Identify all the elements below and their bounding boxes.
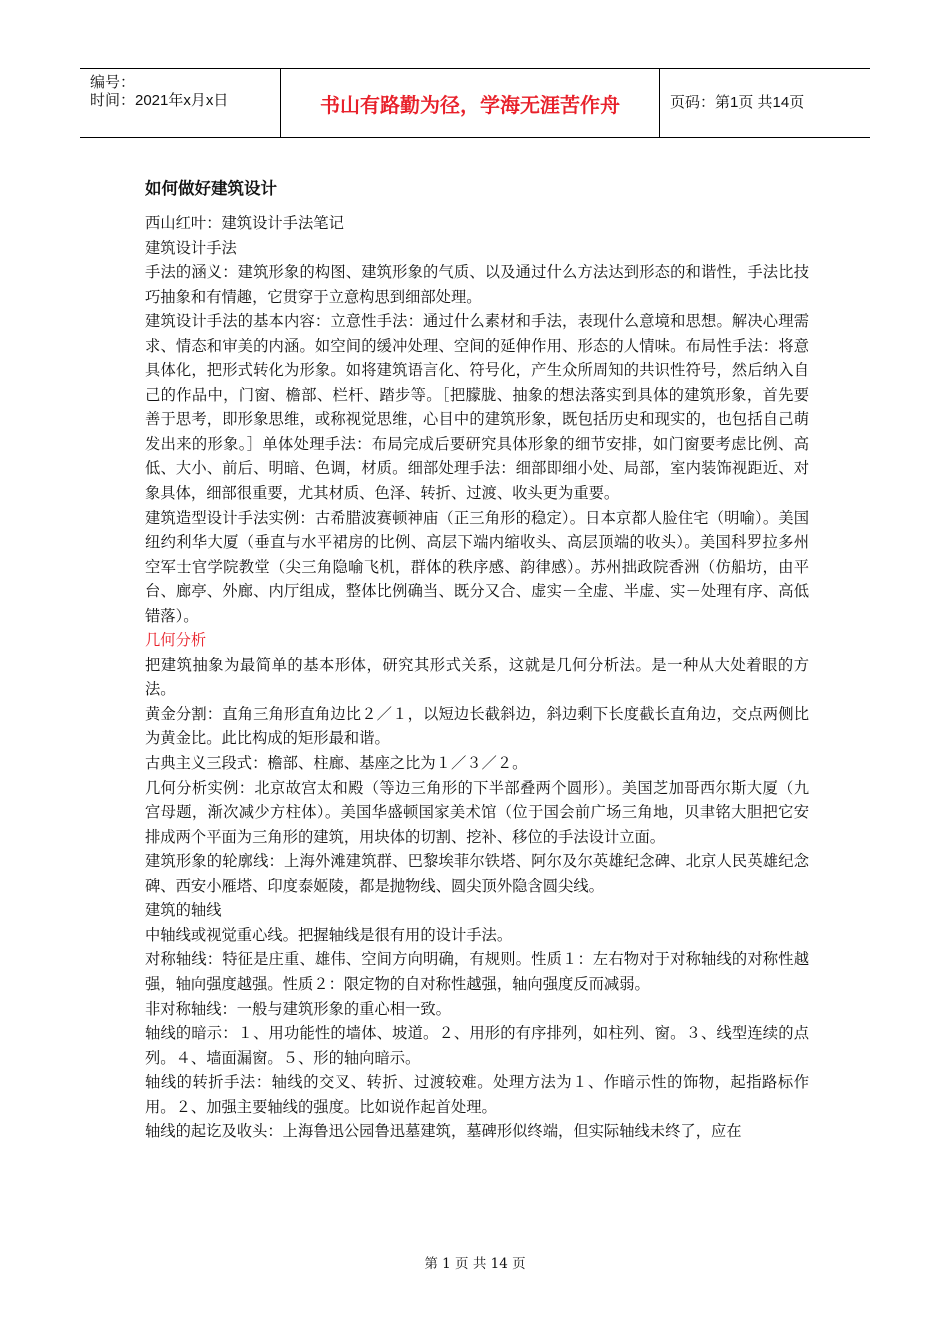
header-info-cell [80,69,281,137]
page-footer: 第 1 页 共 14 页 [424,1256,526,1272]
paragraph: 建筑形象的轮廓线：上海外滩建筑群、巴黎埃菲尔铁塔、阿尔及尔英雄纪念碑、北京人民英雄纪念碑、西安小雁塔、印度泰姬陵，都是抛物线、圆尖顶外隐含圆尖线。 [145,852,809,895]
paragraph: 对称轴线：特征是庄重、雄伟、空间方向明确，有规则。性质１：左右物对于对称轴线的对称性越强，轴向强度越强。性质２：限定物的自对称性越强，轴向强度反而减弱。 [145,950,809,993]
page-info-label: 页码：第1页 共14页 [670,94,805,111]
section-heading: 几何分析 [145,631,207,650]
header-motto-cell [281,69,660,137]
document-number-label: 编号： [90,74,136,91]
paragraph: 西山红叶：建筑设计手法笔记 [145,214,344,232]
paragraph: 建筑造型设计手法实例：古希腊波赛顿神庙（正三角形的稳定）。日本京都人脸住宅（明喻）。美国纽约利华大厦（垂直与水平裙房的比例、高层下端内缩收头、高层顶端的收头）。美国科罗拉多州空军士官学院教堂（尖三角隐喻飞机，群体的秩序感、韵律感）。苏州拙政院香洲（仿船坊，由平台、廊亭、外廊、内厅组成，整体比例确当、既分又合、虚实－全虚、半虚、实－处理有序、高低错落）。 [145,508,809,625]
header-motto: 书山有路勤为径，学海无涯苦作舟 [320,92,620,117]
paragraph: 建筑设计手法的基本内容：立意性手法：通过什么素材和手法，表现什么意境和思想。解决心理需求、情态和审美的内涵。如空间的缓冲处理、空间的延伸作用、形态的人情味。布局性手法：将意具体化，把形式转化为形象。如将建筑语言化、符号化，产生众所周知的共识性符号，然后纳入自己的作品中，门窗、檐部、栏杆、踏步等。［把朦胧、抽象的想法落实到具体的建筑形象，首先要善于思考，即形象思维，或称视觉思维，心目中的建筑形象，既包括历史和现实的，也包括自己萌发出来的形象。］单体处理手法：布局完成后要研究具体形象的细节安排，如门窗要考虑比例、高低、大小、前后、明暗、色调，材质。细部处理手法：细部即细小处、局部，室内装饰视距近、对象具体，细部很重要，尤其材质、色泽、转折、过渡、收头更为重要。 [145,312,809,503]
document-body [145,211,809,1144]
paragraph: 轴线的暗示：１、用功能性的墙体、坡道。２、用形的有序排列，如柱列、窗。３、线型连续的点列。４、墙面漏窗。５、形的轴向暗示。 [145,1024,809,1067]
page-header [80,68,870,138]
document-title: 如何做好建筑设计 [145,179,277,198]
paragraph: 黄金分割：直角三角形直角边比２／１，以短边长截斜边，斜边剩下长度截长直角边，交点两侧比为黄金比。此比构成的矩形最和谐。 [145,704,809,748]
paragraph: 建筑的轴线 [145,901,222,920]
header-page-cell [660,69,870,137]
paragraph: 中轴线或视觉重心线。把握轴线是很有用的设计手法。 [145,925,513,944]
paragraph: 轴线的起讫及收头：上海鲁迅公园鲁迅墓建筑，墓碑形似终端，但实际轴线未终了，应在 [145,1122,742,1141]
document-date-label: 时间：2021年x月x日 [90,92,229,109]
paragraph: 几何分析实例：北京故宫太和殿（等边三角形的下半部叠两个圆形）。美国芝加哥西尔斯大厦（九宫母题，渐次减少方柱体）。美国华盛顿国家美术馆（位于国会前广场三角地，贝聿铭大胆把它安排成两个平面为三角形的建筑，用块体的切割、挖补、移位的手法设计立面。 [145,778,809,846]
paragraph: 轴线的转折手法：轴线的交叉、转折、过渡较难。处理方法为１、作暗示性的饰物，起指路标作用。２、加强主要轴线的强度。比如说作起首处理。 [145,1073,809,1116]
paragraph: 把建筑抽象为最简单的基本形体，研究其形式关系，这就是几何分析法。是一种从大处着眼的方法。 [145,655,809,699]
paragraph: 建筑设计手法 [145,238,237,257]
paragraph: 非对称轴线：一般与建筑形象的重心相一致。 [145,999,451,1018]
paragraph: 手法的涵义：建筑形象的构图、建筑形象的气质、以及通过什么方法达到形态的和谐性，手法比技巧抽象和有情趣，它贯穿于立意构思到细部处理。 [145,263,809,306]
paragraph: 古典主义三段式：檐部、柱廊、基座之比为１／３／２。 [145,754,528,773]
